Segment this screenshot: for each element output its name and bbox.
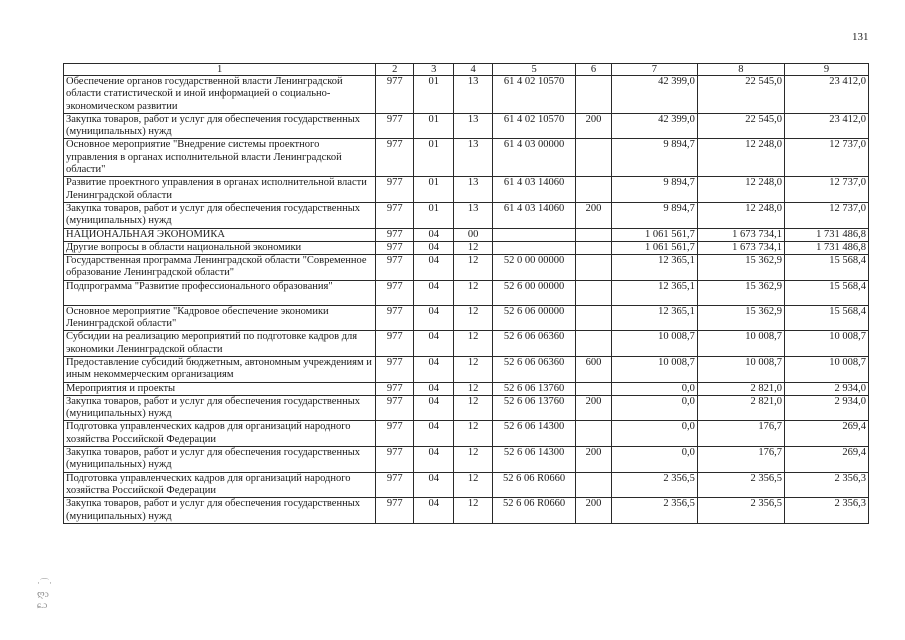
target-article-cell: 61 4 03 14060 xyxy=(493,177,576,203)
amount-col7-cell: 9 894,7 xyxy=(611,202,697,228)
table-row xyxy=(64,280,869,305)
amount-col8-cell: 15 362,9 xyxy=(697,280,784,305)
amount-col7-cell: 10 008,7 xyxy=(611,331,697,357)
amount-col9-cell: 2 934,0 xyxy=(784,395,868,421)
expense-type-cell xyxy=(576,228,612,241)
admin-code-cell: 977 xyxy=(376,305,414,331)
section-cell: 01 xyxy=(414,76,454,114)
amount-col8-cell: 2 821,0 xyxy=(697,382,784,395)
section-cell: 04 xyxy=(414,331,454,357)
row-name-cell: Подготовка управленческих кадров для организаций народного хозяйства Российской Федерации xyxy=(64,472,376,498)
subsection-cell: 13 xyxy=(454,139,493,177)
amount-col9-cell: 269,4 xyxy=(784,447,868,473)
margin-mark-decoration: ɕ.ɔ xyxy=(37,600,48,610)
table-row xyxy=(64,177,869,203)
subsection-cell: 13 xyxy=(454,202,493,228)
admin-code-cell: 977 xyxy=(376,76,414,114)
amount-col8-cell: 2 356,5 xyxy=(697,472,784,498)
amount-col8-cell: 12 248,0 xyxy=(697,139,784,177)
target-article-cell: 52 6 06 14300 xyxy=(493,447,576,473)
subsection-cell: 12 xyxy=(454,241,493,254)
amount-col9-cell: 15 568,4 xyxy=(784,305,868,331)
section-cell: 04 xyxy=(414,356,454,382)
section-cell: 04 xyxy=(414,280,454,305)
subsection-cell: 12 xyxy=(454,472,493,498)
table-row xyxy=(64,331,869,357)
expense-type-cell: 600 xyxy=(576,356,612,382)
admin-code-cell: 977 xyxy=(376,498,414,524)
amount-col8-cell: 12 248,0 xyxy=(697,177,784,203)
amount-col7-cell: 9 894,7 xyxy=(611,139,697,177)
amount-col7-cell: 2 356,5 xyxy=(611,472,697,498)
margin-marks xyxy=(37,578,52,611)
admin-code-cell: 977 xyxy=(376,255,414,281)
table-row xyxy=(64,76,869,114)
expense-type-cell xyxy=(576,177,612,203)
admin-code-cell: 977 xyxy=(376,395,414,421)
row-name-cell: Предоставление субсидий бюджетным, автономным учреждениям и иным некоммерческим организациям xyxy=(64,356,376,382)
section-cell: 04 xyxy=(414,498,454,524)
target-article-cell: 52 6 06 14300 xyxy=(493,421,576,447)
row-name-cell: Субсидии на реализацию мероприятий по подготовке кадров для экономики Ленинградской области xyxy=(64,331,376,357)
amount-col8-cell: 10 008,7 xyxy=(697,331,784,357)
section-cell: 04 xyxy=(414,382,454,395)
target-article-cell: 61 4 02 10570 xyxy=(493,76,576,114)
target-article-cell: 52 6 06 13760 xyxy=(493,382,576,395)
table-row xyxy=(64,241,869,254)
expense-type-cell xyxy=(576,76,612,114)
table-row xyxy=(64,255,869,281)
amount-col7-cell: 0,0 xyxy=(611,447,697,473)
table-header-row xyxy=(64,64,869,76)
amount-col8-cell: 10 008,7 xyxy=(697,356,784,382)
admin-code-cell: 977 xyxy=(376,177,414,203)
target-article-cell: 61 4 02 10570 xyxy=(493,113,576,139)
amount-col9-cell: 12 737,0 xyxy=(784,177,868,203)
margin-mark-decoration: ·⌒· xyxy=(37,578,52,588)
subsection-cell: 12 xyxy=(454,280,493,305)
subsection-cell: 12 xyxy=(454,395,493,421)
admin-code-cell: 977 xyxy=(376,280,414,305)
table-row xyxy=(64,498,869,524)
expense-type-cell xyxy=(576,382,612,395)
row-name-cell: Обеспечение органов государственной власти Ленинградской области статистической и иной информацией о социально-экономическом развитии xyxy=(64,76,376,114)
expense-type-cell: 200 xyxy=(576,498,612,524)
admin-code-cell: 977 xyxy=(376,356,414,382)
section-cell: 04 xyxy=(414,228,454,241)
column-header: 5 xyxy=(493,64,576,76)
row-name-cell: Закупка товаров, работ и услуг для обеспечения государственных (муниципальных) нужд xyxy=(64,498,376,524)
row-name-cell: Закупка товаров, работ и услуг для обеспечения государственных (муниципальных) нужд xyxy=(64,395,376,421)
amount-col9-cell: 12 737,0 xyxy=(784,202,868,228)
target-article-cell: 52 6 06 13760 xyxy=(493,395,576,421)
target-article-cell: 52 6 00 00000 xyxy=(493,280,576,305)
expense-type-cell xyxy=(576,421,612,447)
amount-col9-cell: 15 568,4 xyxy=(784,280,868,305)
column-header: 6 xyxy=(576,64,612,76)
target-article-cell: 61 4 03 14060 xyxy=(493,202,576,228)
expense-type-cell: 200 xyxy=(576,113,612,139)
row-name-cell: Основное мероприятие "Кадровое обеспечение экономики Ленинградской области" xyxy=(64,305,376,331)
subsection-cell: 12 xyxy=(454,255,493,281)
subsection-cell: 13 xyxy=(454,76,493,114)
table-row xyxy=(64,305,869,331)
target-article-cell: 52 6 06 R0660 xyxy=(493,498,576,524)
amount-col7-cell: 42 399,0 xyxy=(611,76,697,114)
amount-col9-cell: 23 412,0 xyxy=(784,76,868,114)
expense-type-cell xyxy=(576,305,612,331)
section-cell: 04 xyxy=(414,241,454,254)
amount-col7-cell: 2 356,5 xyxy=(611,498,697,524)
amount-col7-cell: 1 061 561,7 xyxy=(611,228,697,241)
target-article-cell: 52 6 06 00000 xyxy=(493,305,576,331)
section-cell: 04 xyxy=(414,255,454,281)
column-header: 7 xyxy=(611,64,697,76)
table-row xyxy=(64,113,869,139)
amount-col9-cell: 2 934,0 xyxy=(784,382,868,395)
subsection-cell: 12 xyxy=(454,331,493,357)
row-name-cell: Другие вопросы в области национальной экономики xyxy=(64,241,376,254)
amount-col8-cell: 15 362,9 xyxy=(697,305,784,331)
amount-col9-cell: 23 412,0 xyxy=(784,113,868,139)
amount-col7-cell: 0,0 xyxy=(611,421,697,447)
expense-type-cell xyxy=(576,331,612,357)
table-row xyxy=(64,356,869,382)
target-article-cell xyxy=(493,228,576,241)
expense-type-cell xyxy=(576,139,612,177)
amount-col7-cell: 9 894,7 xyxy=(611,177,697,203)
target-article-cell xyxy=(493,241,576,254)
row-name-cell: Государственная программа Ленинградской области "Современное образование Ленинградской области" xyxy=(64,255,376,281)
row-name-cell: Закупка товаров, работ и услуг для обеспечения государственных (муниципальных) нужд xyxy=(64,113,376,139)
amount-col8-cell: 22 545,0 xyxy=(697,76,784,114)
amount-col7-cell: 0,0 xyxy=(611,382,697,395)
subsection-cell: 13 xyxy=(454,113,493,139)
section-cell: 04 xyxy=(414,447,454,473)
column-header: 3 xyxy=(414,64,454,76)
amount-col8-cell: 12 248,0 xyxy=(697,202,784,228)
page-number: 131 xyxy=(852,31,869,43)
section-cell: 04 xyxy=(414,421,454,447)
amount-col8-cell: 1 673 734,1 xyxy=(697,228,784,241)
amount-col8-cell: 15 362,9 xyxy=(697,255,784,281)
amount-col9-cell: 10 008,7 xyxy=(784,331,868,357)
expense-type-cell xyxy=(576,280,612,305)
section-cell: 01 xyxy=(414,202,454,228)
target-article-cell: 61 4 03 00000 xyxy=(493,139,576,177)
margin-mark-decoration: ღɔ xyxy=(37,589,49,599)
column-header: 1 xyxy=(64,64,376,76)
amount-col7-cell: 12 365,1 xyxy=(611,255,697,281)
table-row xyxy=(64,228,869,241)
table-row xyxy=(64,472,869,498)
section-cell: 04 xyxy=(414,472,454,498)
amount-col9-cell: 269,4 xyxy=(784,421,868,447)
admin-code-cell: 977 xyxy=(376,382,414,395)
row-name-cell: Основное мероприятие "Внедрение системы проектного управления в органах исполнительной власти Ленинградской области" xyxy=(64,139,376,177)
table-row xyxy=(64,447,869,473)
row-name-cell: НАЦИОНАЛЬНАЯ ЭКОНОМИКА xyxy=(64,228,376,241)
amount-col9-cell: 15 568,4 xyxy=(784,255,868,281)
admin-code-cell: 977 xyxy=(376,241,414,254)
budget-table xyxy=(63,63,869,524)
expense-type-cell xyxy=(576,472,612,498)
table-body xyxy=(64,76,869,524)
section-cell: 01 xyxy=(414,113,454,139)
amount-col8-cell: 176,7 xyxy=(697,447,784,473)
amount-col9-cell: 2 356,3 xyxy=(784,472,868,498)
target-article-cell: 52 0 00 00000 xyxy=(493,255,576,281)
amount-col8-cell: 1 673 734,1 xyxy=(697,241,784,254)
admin-code-cell: 977 xyxy=(376,113,414,139)
row-name-cell: Развитие проектного управления в органах исполнительной власти Ленинградской области xyxy=(64,177,376,203)
column-header: 9 xyxy=(784,64,868,76)
table-row xyxy=(64,421,869,447)
subsection-cell: 12 xyxy=(454,447,493,473)
target-article-cell: 52 6 06 R0660 xyxy=(493,472,576,498)
amount-col7-cell: 12 365,1 xyxy=(611,280,697,305)
admin-code-cell: 977 xyxy=(376,228,414,241)
subsection-cell: 12 xyxy=(454,382,493,395)
column-header: 8 xyxy=(697,64,784,76)
amount-col9-cell: 2 356,3 xyxy=(784,498,868,524)
section-cell: 01 xyxy=(414,139,454,177)
amount-col9-cell: 12 737,0 xyxy=(784,139,868,177)
amount-col9-cell: 1 731 486,8 xyxy=(784,241,868,254)
table-row xyxy=(64,382,869,395)
admin-code-cell: 977 xyxy=(376,331,414,357)
amount-col7-cell: 0,0 xyxy=(611,395,697,421)
amount-col8-cell: 22 545,0 xyxy=(697,113,784,139)
row-name-cell: Подготовка управленческих кадров для организаций народного хозяйства Российской Федерации xyxy=(64,421,376,447)
admin-code-cell: 977 xyxy=(376,139,414,177)
amount-col7-cell: 1 061 561,7 xyxy=(611,241,697,254)
subsection-cell: 12 xyxy=(454,356,493,382)
expense-type-cell xyxy=(576,255,612,281)
amount-col8-cell: 2 356,5 xyxy=(697,498,784,524)
row-name-cell: Закупка товаров, работ и услуг для обеспечения государственных (муниципальных) нужд xyxy=(64,202,376,228)
amount-col8-cell: 2 821,0 xyxy=(697,395,784,421)
column-header: 4 xyxy=(454,64,493,76)
section-cell: 04 xyxy=(414,305,454,331)
amount-col9-cell: 1 731 486,8 xyxy=(784,228,868,241)
amount-col9-cell: 10 008,7 xyxy=(784,356,868,382)
expense-type-cell xyxy=(576,241,612,254)
section-cell: 01 xyxy=(414,177,454,203)
admin-code-cell: 977 xyxy=(376,421,414,447)
table-row xyxy=(64,139,869,177)
subsection-cell: 12 xyxy=(454,498,493,524)
amount-col7-cell: 10 008,7 xyxy=(611,356,697,382)
subsection-cell: 12 xyxy=(454,305,493,331)
subsection-cell: 00 xyxy=(454,228,493,241)
admin-code-cell: 977 xyxy=(376,472,414,498)
table-row xyxy=(64,395,869,421)
row-name-cell: Подпрограмма "Развитие профессионального образования" xyxy=(64,280,376,305)
row-name-cell: Закупка товаров, работ и услуг для обеспечения государственных (муниципальных) нужд xyxy=(64,447,376,473)
expense-type-cell: 200 xyxy=(576,447,612,473)
expense-type-cell: 200 xyxy=(576,395,612,421)
admin-code-cell: 977 xyxy=(376,202,414,228)
row-name-cell: Мероприятия и проекты xyxy=(64,382,376,395)
expense-type-cell: 200 xyxy=(576,202,612,228)
subsection-cell: 12 xyxy=(454,421,493,447)
amount-col7-cell: 42 399,0 xyxy=(611,113,697,139)
amount-col8-cell: 176,7 xyxy=(697,421,784,447)
admin-code-cell: 977 xyxy=(376,447,414,473)
target-article-cell: 52 6 06 06360 xyxy=(493,356,576,382)
target-article-cell: 52 6 06 06360 xyxy=(493,331,576,357)
column-header: 2 xyxy=(376,64,414,76)
table-row xyxy=(64,202,869,228)
section-cell: 04 xyxy=(414,395,454,421)
amount-col7-cell: 12 365,1 xyxy=(611,305,697,331)
subsection-cell: 13 xyxy=(454,177,493,203)
